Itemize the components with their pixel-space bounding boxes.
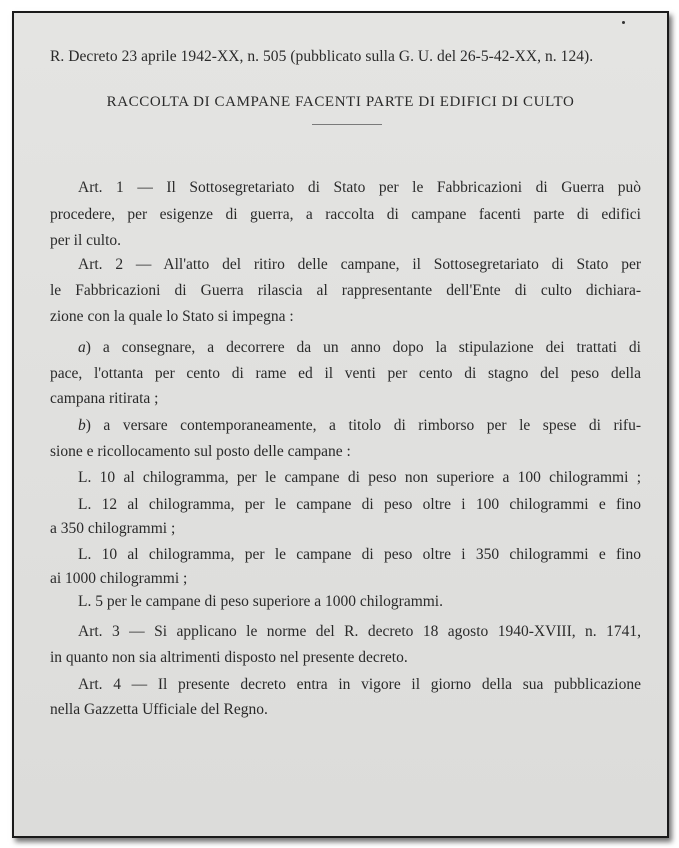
text-line: pace, l'ottanta per cento di rame ed il venti per cento di stagno del peso della (50, 365, 641, 382)
text-line: L. 10 al chilogramma, per le campane di peso oltre i 350 chilogrammi e fino (78, 546, 641, 563)
text-line: per il culto. (50, 232, 122, 249)
text-line: ai 1000 chilogrammi ; (50, 570, 188, 587)
text-line: a 350 chilogrammi ; (50, 520, 176, 537)
text-line: procedere, per esigenze di guerra, a raccolta di campane facenti parte di edifici (50, 206, 641, 223)
decree-header: R. Decreto 23 aprile 1942-XX, n. 505 (pubblicato sulla G. U. del 26-5-42-XX, n. 124). (50, 48, 594, 65)
text-line: Art. 4 — Il presente decreto entra in vigore il giorno della sua pubblicazione (78, 676, 641, 693)
text-line: L. 10 al chilogramma, per le campane di peso non superiore a 100 chilogrammi ; (78, 469, 641, 486)
text-line: Art. 2 — All'atto del ritiro delle campane, il Sottosegretariato di Stato per (78, 256, 641, 273)
text-line: in quanto non sia altrimenti disposto nel presente decreto. (50, 649, 408, 666)
text-line: a) a consegnare, a decorrere da un anno dopo la stipulazione dei trattati di (78, 339, 641, 356)
text-line: le Fabbricazioni di Guerra rilascia al rappresentante dell'Ente di culto dichiara- (50, 282, 641, 299)
text-line: campana ritirata ; (50, 390, 159, 407)
text-line: zione con la quale lo Stato si impegna : (50, 308, 294, 325)
text-line: Art. 3 — Si applicano le norme del R. decreto 18 agosto 1940-XVIII, n. 1741, (78, 623, 641, 640)
text-line: L. 5 per le campane di peso superiore a 1000 chilogrammi. (78, 593, 443, 610)
text-line: L. 12 al chilogramma, per le campane di peso oltre i 100 chilogrammi e fino (78, 496, 641, 513)
text-line: b) a versare contemporaneamente, a titolo di rimborso per le spese di rifu- (78, 417, 641, 434)
document-title: RACCOLTA DI CAMPANE FACENTI PARTE DI EDIFICI DI CULTO (106, 94, 575, 110)
text-line: sione e ricollocamento sul posto delle campane : (50, 443, 351, 460)
ink-speck (622, 21, 625, 24)
text-line: nella Gazzetta Ufficiale del Regno. (50, 701, 268, 718)
title-divider (312, 124, 382, 125)
text-line: Art. 1 — Il Sottosegretariato di Stato per le Fabbricazioni di Guerra può (78, 179, 641, 196)
document-page (12, 11, 669, 838)
